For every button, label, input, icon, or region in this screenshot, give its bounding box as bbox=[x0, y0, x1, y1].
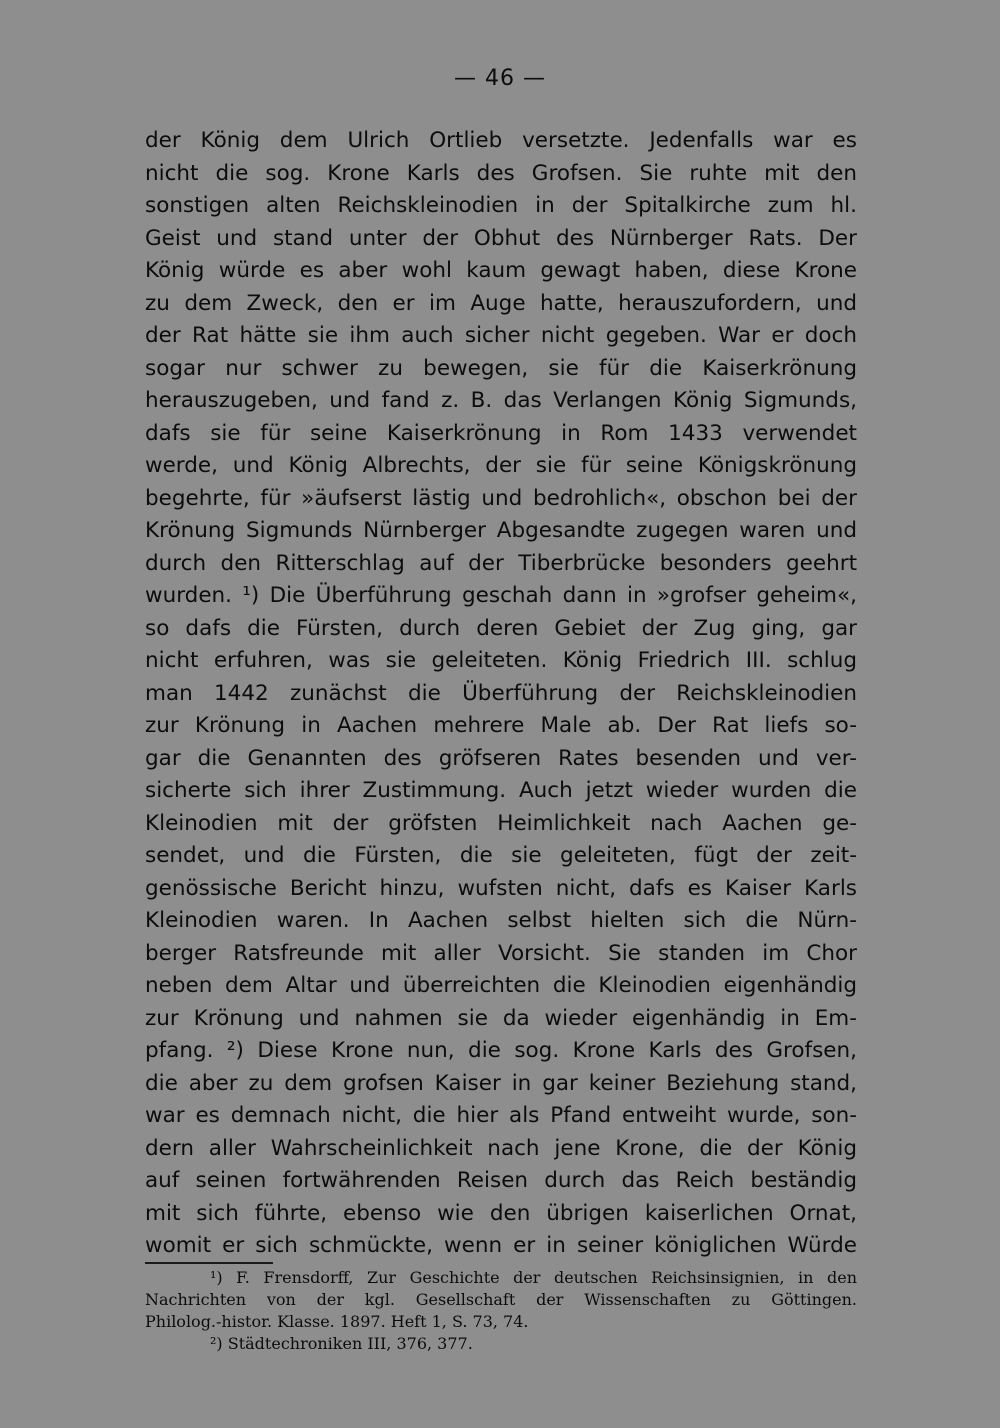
text-line: sicherte sich ihrer Zustimmung. Auch jetzt wieder wurden die bbox=[145, 778, 857, 803]
text-line: nicht die sog. Krone Karls des Grofsen. Sie ruhte mit den bbox=[145, 160, 857, 186]
text-line: König würde es aber wohl kaum gewagt haben, diese Krone bbox=[145, 258, 857, 283]
body-text bbox=[145, 125, 857, 1263]
footnote-divider bbox=[145, 1262, 273, 1264]
text-line: zu dem Zweck, den er im Auge hatte, herauszufordern, und bbox=[145, 290, 857, 316]
text-line: die aber zu dem grofsen Kaiser in gar keiner Beziehung stand, bbox=[145, 1070, 857, 1096]
text-line: sonstigen alten Reichskleinodien in der Spitalkirche zum hl. bbox=[145, 193, 857, 218]
text-line: genössische Bericht hinzu, wufsten nicht, dafs es Kaiser Karls bbox=[145, 875, 857, 901]
text-line: so dafs die Fürsten, durch deren Gebiet der Zug ging, gar bbox=[145, 615, 857, 641]
text-line: neben dem Altar und überreichten die Kleinodien eigenhändig bbox=[145, 973, 857, 998]
footnote-line: ²) Städtechroniken III, 376, 377. bbox=[210, 1334, 473, 1353]
text-line: sogar nur schwer zu bewegen, sie für die Kaiserkrönung bbox=[145, 355, 857, 381]
text-line: durch den Ritterschlag auf der Tiberbrücke besonders geehrt bbox=[145, 550, 857, 576]
footnotes bbox=[145, 1267, 857, 1355]
page-number: — 46 — bbox=[454, 66, 546, 91]
footnote-line: Nachrichten von der kgl. Gesellschaft der Wissenschaften zu Göttingen. bbox=[145, 1290, 857, 1309]
text-line: Kleinodien waren. In Aachen selbst hielten sich die Nürn- bbox=[145, 908, 857, 933]
text-line: der König dem Ulrich Ortlieb versetzte. Jedenfalls war es bbox=[145, 128, 857, 153]
text-line: dern aller Wahrscheinlichkeit nach jene Krone, die der König bbox=[145, 1135, 857, 1161]
text-line: womit er sich schmückte, wenn er in seiner königlichen Würde bbox=[145, 1233, 857, 1258]
text-line: begehrte, für »äufserst lästig und bedrohlich«, obschon bei der bbox=[145, 485, 857, 511]
text-line: der Rat hätte sie ihm auch sicher nicht gegeben. War er doch bbox=[145, 323, 857, 348]
text-line: gar die Genannten des gröfseren Rates besenden und ver- bbox=[145, 745, 857, 771]
text-line: mit sich führte, ebenso wie den übrigen kaiserlichen Ornat, bbox=[145, 1200, 857, 1226]
text-line: zur Krönung und nahmen sie da wieder eigenhändig in Em- bbox=[145, 1005, 857, 1031]
text-line: Geist und stand unter der Obhut des Nürnberger Rats. Der bbox=[145, 225, 857, 251]
text-line: pfang. ²) Diese Krone nun, die sog. Krone Karls des Grofsen, bbox=[145, 1038, 857, 1063]
footnote-line: Philolog.-histor. Klasse. 1897. Heft 1, S. 73, 74. bbox=[145, 1312, 529, 1331]
text-line: nicht erfuhren, was sie geleiteten. König Friedrich III. schlug bbox=[145, 648, 857, 673]
text-line: auf seinen fortwährenden Reisen durch das Reich beständig bbox=[145, 1168, 857, 1193]
text-line: sendet, und die Fürsten, die sie geleiteten, fügt der zeit- bbox=[145, 843, 857, 868]
text-line: war es demnach nicht, die hier als Pfand entweiht wurde, son- bbox=[145, 1103, 857, 1128]
footnote-line: ¹) F. Frensdorff, Zur Geschichte der deutschen Reichsinsignien, in den bbox=[210, 1268, 857, 1287]
text-line: man 1442 zunächst die Überführung der Reichskleinodien bbox=[145, 680, 857, 706]
text-line: dafs sie für seine Kaiserkrönung in Rom 1433 verwendet bbox=[145, 420, 857, 446]
text-line: Krönung Sigmunds Nürnberger Abgesandte zugegen waren und bbox=[145, 518, 857, 543]
text-line: Kleinodien mit der gröfsten Heimlichkeit nach Aachen ge- bbox=[145, 810, 857, 836]
text-line: wurden. ¹) Die Überführung geschah dann in »grofser geheim«, bbox=[145, 583, 857, 608]
text-line: zur Krönung in Aachen mehrere Male ab. Der Rat liefs so- bbox=[145, 713, 857, 738]
text-line: berger Ratsfreunde mit aller Vorsicht. Sie standen im Chor bbox=[145, 940, 857, 966]
text-line: werde, und König Albrechts, der sie für seine Königskrönung bbox=[145, 453, 857, 478]
text-line: herauszugeben, und fand z. B. das Verlangen König Sigmunds, bbox=[145, 388, 857, 413]
